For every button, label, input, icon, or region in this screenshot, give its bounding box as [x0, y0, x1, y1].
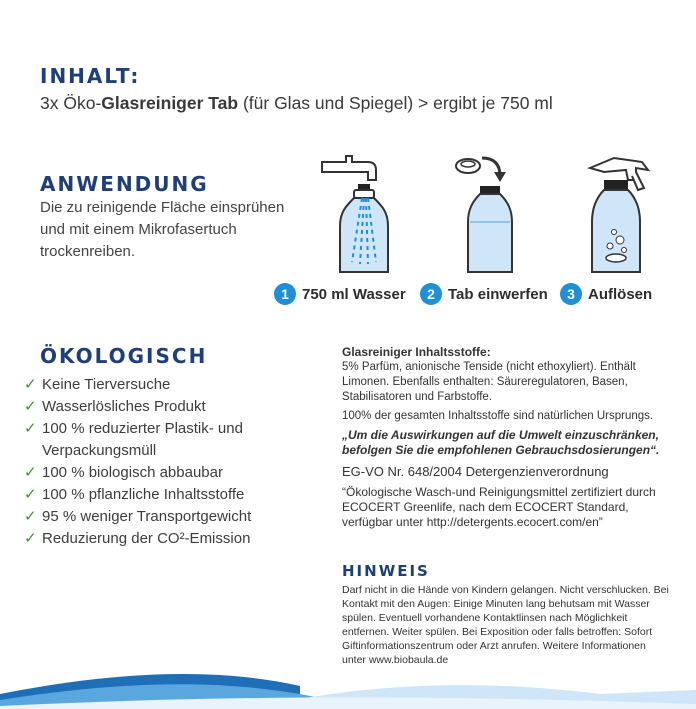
oekologisch-heading: ÖKOLOGISCH — [40, 344, 208, 368]
hinweis-text: Darf nicht in die Hände von Kindern gelangen. Nicht verschlucken. Bei Kontakt mit den Augen: Einige Minuten lang behutsam mit Wasser spülen. Eventuell vorhandene Kontaktlinsen nach Möglichkeit entfernen. Weiter spülen. Bei Exposition oder falls betroffen: Sofort Giftinformationszentrum oder Arzt anrufen. Weitere Informationen unter www.biobaula.de — [342, 584, 669, 666]
ingredients-title: Glasreiniger Inhaltsstoffe: — [342, 345, 491, 359]
inhalt-line — [40, 93, 553, 114]
check-icon: ✓ — [24, 508, 37, 525]
tab-bottle-icon — [448, 150, 528, 276]
check-icon: ✓ — [24, 530, 37, 547]
step-3 — [560, 283, 652, 305]
ingredients-block — [342, 345, 672, 530]
step-1-label: 750 ml Wasser — [302, 285, 406, 303]
step-2-label: Tab einwerfen — [448, 285, 548, 303]
check-icon: ✓ — [24, 398, 37, 415]
step-1 — [274, 283, 406, 305]
wave-decoration — [0, 660, 696, 709]
tap-bottle-icon — [316, 150, 396, 276]
step-3-number: 3 — [560, 283, 582, 305]
list-item: ✓ Wasserlösliches Produkt — [24, 396, 314, 418]
check-icon: ✓ — [24, 376, 37, 393]
spray-bottle-icon — [570, 150, 660, 276]
anwendung-text: Die zu reinigende Fläche einsprühen und mit einem Mikrofasertuch trockenreiben. — [40, 199, 285, 260]
check-icon: ✓ — [24, 464, 37, 481]
list-item: ✓ Keine Tierversuche — [24, 374, 314, 396]
check-icon: ✓ — [24, 486, 37, 503]
dosage-quote: „Um die Auswirkungen auf die Umwelt einzuschränken, befolgen Sie die empfohlenen Gebrauchsdosierungen“. — [342, 428, 660, 457]
regulation-text: EG-VO Nr. 648/2004 Detergenzienverordnung — [342, 464, 609, 479]
certification-text: “Ökologische Wasch-und Reinigungsmittel zertifiziert durch ECOCERT Greenlife, nach dem ECOCERT Standard, verfügbar unter http://detergents.ecocert.com/en” — [342, 485, 656, 529]
list-item: ✓ Reduzierung der CO²-Emission — [24, 528, 314, 550]
list-item: ✓ 100 % reduzierter Plastik- und Verpackungsmüll — [24, 418, 314, 462]
ingredients-text: 5% Parfüm, anionische Tenside (nicht ethoxyliert). Enthält Limonen. Ebenfalls enthalten: Säureregulatoren, Basen, Stabilisatoren und Farbstoffe. — [342, 361, 636, 403]
step-2-number: 2 — [420, 283, 442, 305]
inhalt-suffix: (für Glas und Spiegel) > ergibt je 750 ml — [238, 93, 553, 113]
inhalt-heading: INHALT: — [40, 64, 141, 88]
natural-origin-text: 100% der gesamten Inhaltsstoffe sind natürlichen Ursprungs. — [342, 410, 654, 422]
hinweis-heading: HINWEIS — [342, 562, 430, 580]
anwendung-heading: ANWENDUNG — [40, 172, 209, 196]
list-item: ✓ 95 % weniger Transportgewicht — [24, 506, 314, 528]
step-3-label: Auflösen — [588, 285, 653, 303]
inhalt-product: Glasreiniger Tab — [101, 93, 239, 113]
inhalt-prefix: 3x Öko- — [40, 93, 102, 113]
step-2 — [420, 283, 548, 305]
oekologisch-list — [24, 374, 314, 550]
step-1-number: 1 — [274, 283, 296, 305]
list-item: ✓ 100 % biologisch abbaubar — [24, 462, 314, 484]
check-icon: ✓ — [24, 420, 37, 437]
list-item: ✓ 100 % pflanzliche Inhaltsstoffe — [24, 484, 314, 506]
